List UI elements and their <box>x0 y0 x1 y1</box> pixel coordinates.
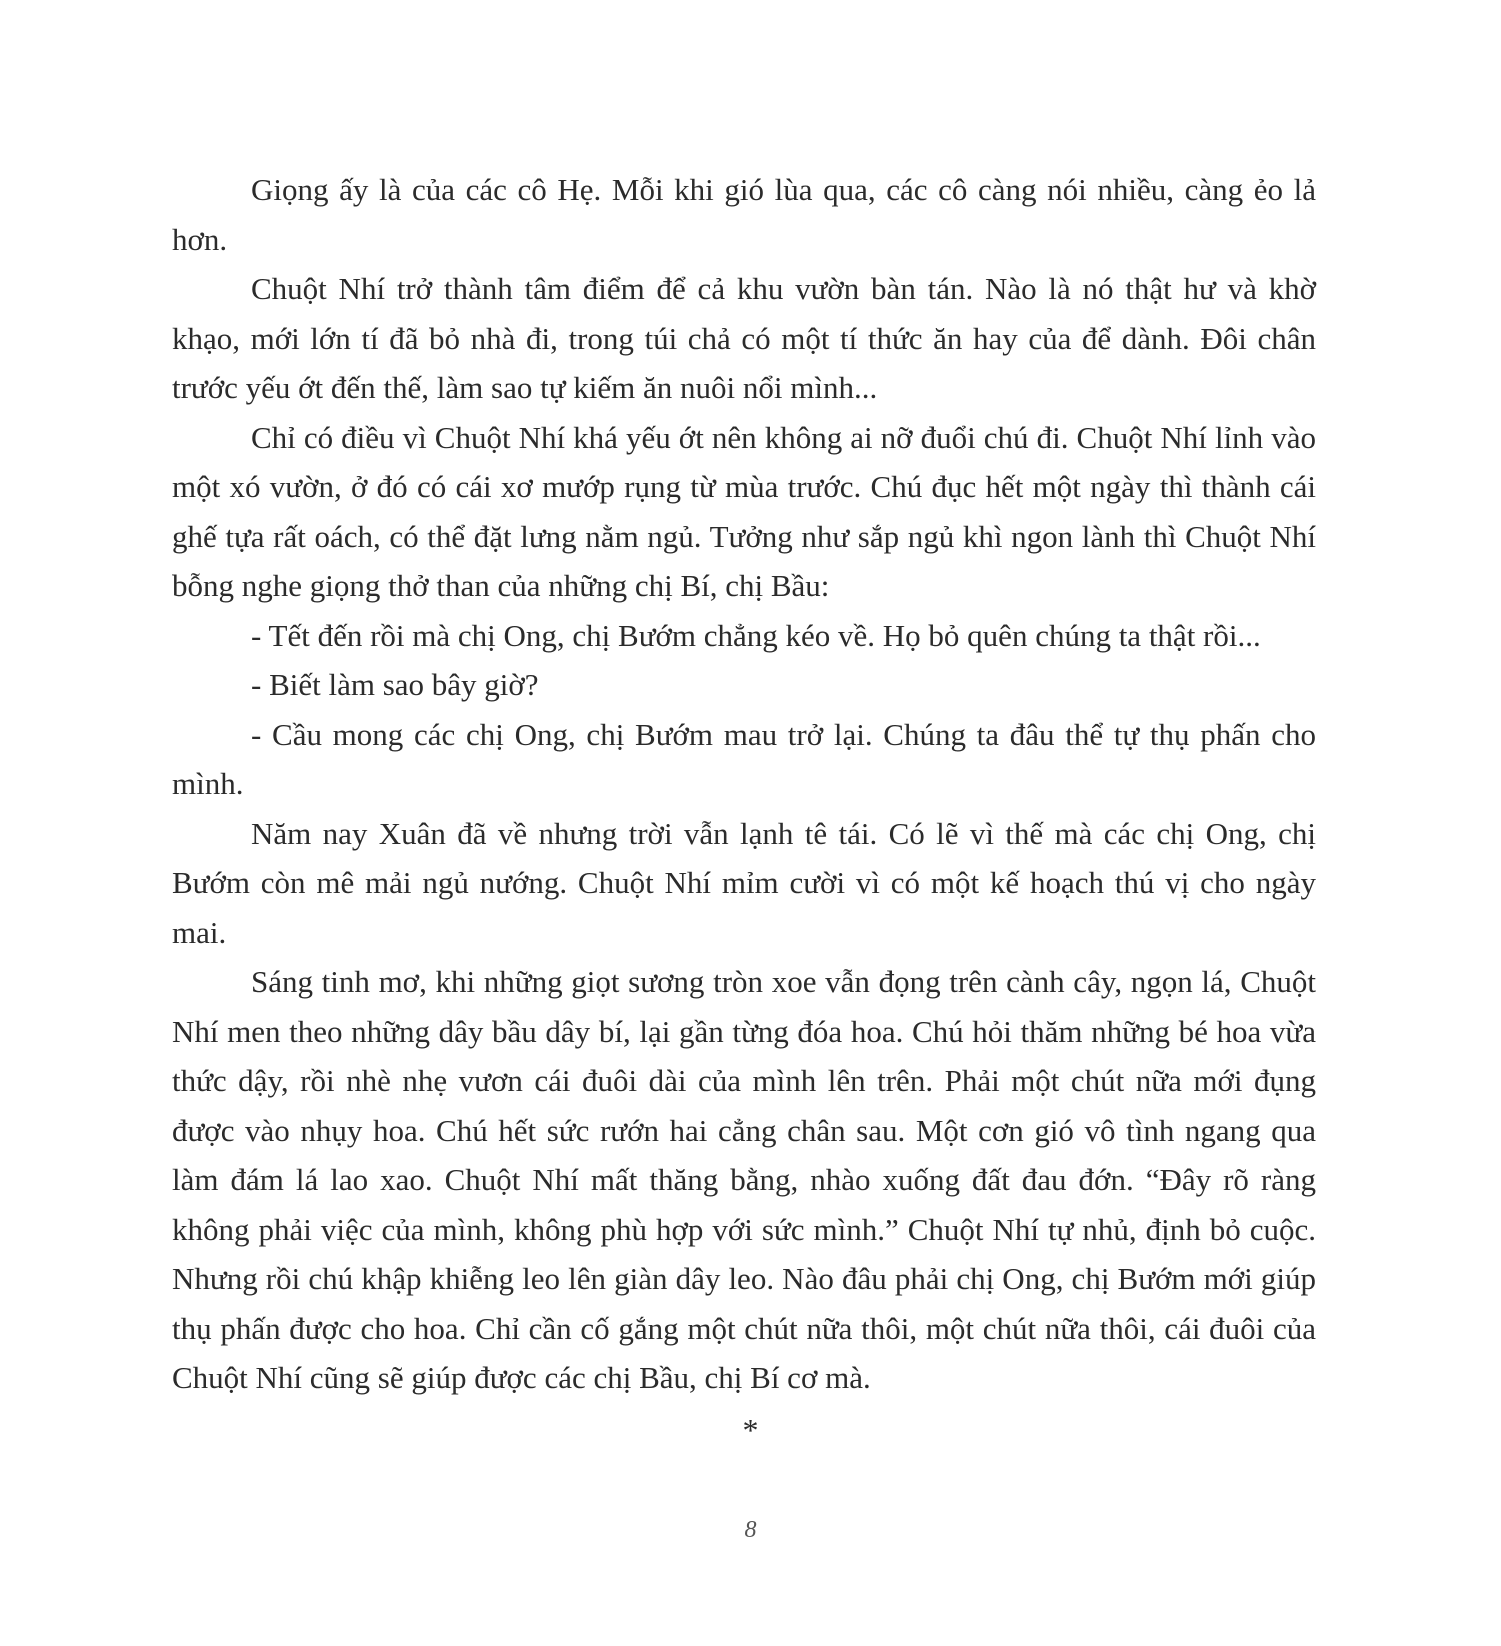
paragraph-4: Năm nay Xuân đã về nhưng trời vẫn lạnh tê tái. Có lẽ vì thế mà các chị Ong, chị Bướm còn mê mải ngủ nướng. Chuột Nhí mỉm cười vì có một kế hoạch thú vị cho ngày mai. <box>172 815 1316 950</box>
story-text <box>172 165 1316 1403</box>
dialogue-line-2: - Biết làm sao bây giờ? <box>251 667 539 702</box>
dialogue-line-1: - Tết đến rồi mà chị Ong, chị Bướm chẳng kéo về. Họ bỏ quên chúng ta thật rồi... <box>251 617 1261 653</box>
dialogue-line-3: - Cầu mong các chị Ong, chị Bướm mau trở lại. Chúng ta đâu thể tự thụ phấn cho mình. <box>172 716 1316 801</box>
paragraph-1: Giọng ấy là của các cô Hẹ. Mỗi khi gió lùa qua, các cô càng nói nhiều, càng ẻo lả hơn. <box>172 172 1316 257</box>
paragraph-3: Chỉ có điều vì Chuột Nhí khá yếu ớt nên không ai nỡ đuổi chú đi. Chuột Nhí lỉnh vào một xó vườn, ở đó có cái xơ mướp rụng từ mùa trước. Chú đục hết một ngày thì thành cái ghế tựa rất oách, có thể đặt lưng nằm ngủ. Tưởng như sắp ngủ khì ngon lành thì Chuột Nhí bỗng nghe giọng thở than của những chị Bí, chị Bầu: <box>172 419 1316 603</box>
paragraph-5: Sáng tinh mơ, khi những giọt sương tròn xoe vẫn đọng trên cành cây, ngọn lá, Chuột Nhí men theo những dây bầu dây bí, lại gần từng đóa hoa. Chú hỏi thăm những bé hoa vừa thức dậy, rồi nhè nhẹ vươn cái đuôi dài của mình lên trên. Phải một chút nữa mới đụng được vào nhụy hoa. Chú hết sức rướn hai cẳng chân sau. Một cơn gió vô tình ngang qua làm đám lá lao xao. Chuột Nhí mất thăng bằng, nhào xuống đất đau đớn. “Đây rõ ràng không phải việc của mình, không phù hợp với sức mình.” Chuột Nhí tự nhủ, định bỏ cuộc. Nhưng rồi chú khập khiễng leo lên giàn dây leo. Nào đâu phải chị Ong, chị Bướm mới giúp thụ phấn được cho hoa. Chỉ cần cố gắng một chút nữa thôi, một chút nữa thôi, cái đuôi của Chuột Nhí cũng sẽ giúp được các chị Bầu, chị Bí cơ mà. <box>172 964 1316 1395</box>
paragraph-2: Chuột Nhí trở thành tâm điểm để cả khu vườn bàn tán. Nào là nó thật hư và khờ khạo, mới lớn tí đã bỏ nhà đi, trong túi chả có một tí thức ăn hay của để dành. Đôi chân trước yếu ớt đến thế, làm sao tự kiếm ăn nuôi nổi mình... <box>172 271 1316 405</box>
page-number: 8 <box>744 1517 757 1543</box>
section-break-asterisk: * <box>742 1412 759 1448</box>
